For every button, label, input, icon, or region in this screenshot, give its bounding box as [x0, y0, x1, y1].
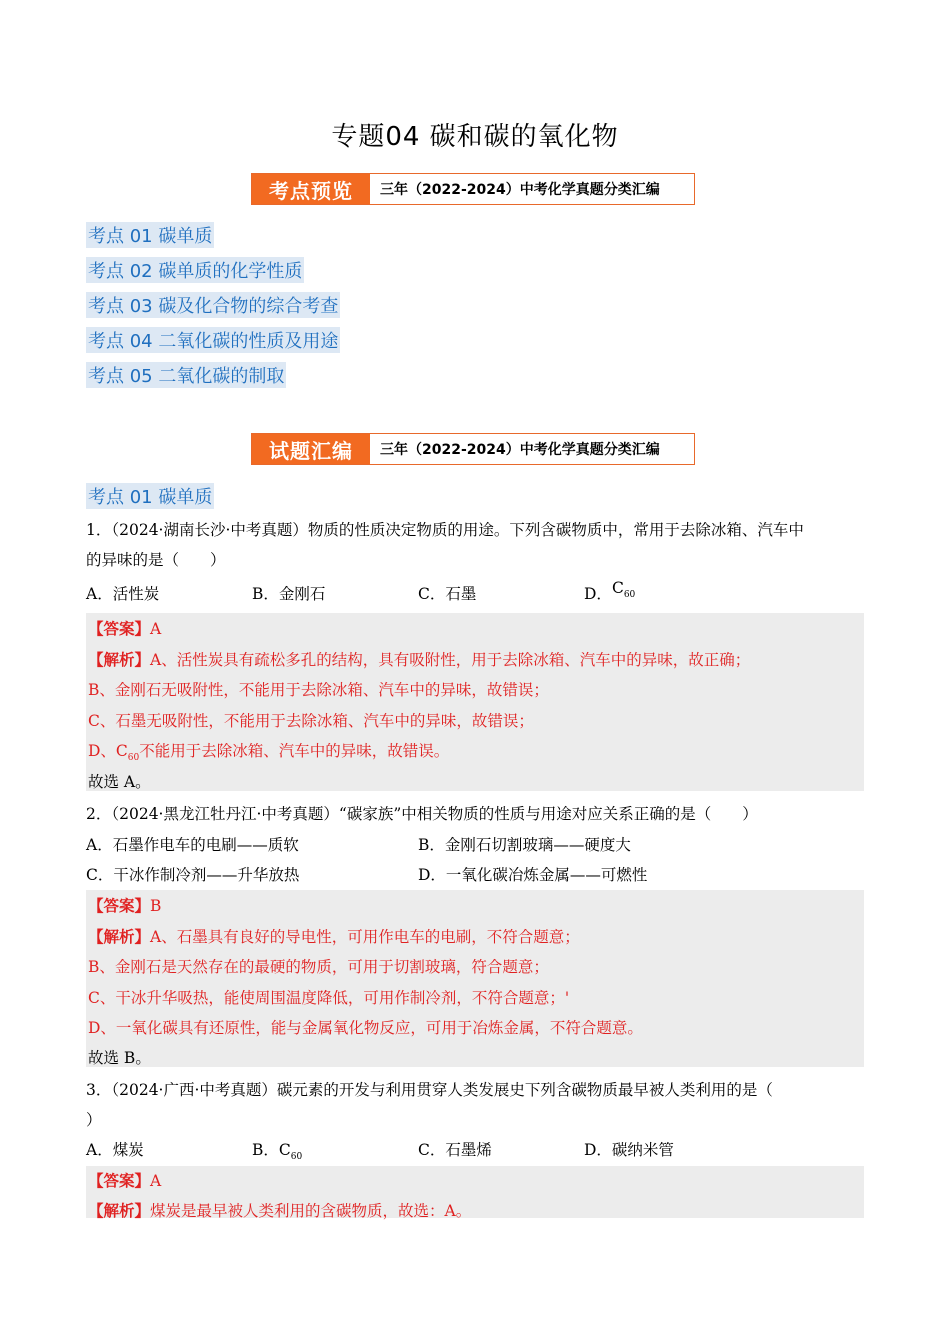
q3-option-d: D．碳纳米管 [584, 1141, 674, 1159]
expl-formula-sub: 60 [127, 753, 140, 764]
q1-conclusion: 故选 A。 [88, 773, 151, 791]
answer-value: A [150, 1172, 162, 1190]
q1-option-d-sub: 60 [623, 590, 636, 601]
q1-option-d-label: D． [584, 585, 612, 603]
expl-text: A、石墨具有良好的导电性，可用作电车的电刷，不符合题意； [150, 928, 580, 946]
q3-answer-box [86, 1166, 864, 1218]
q1-expl-c: C、石墨无吸附性，不能用于去除冰箱、汽车中的异味，故错误； [88, 712, 534, 730]
q2-expl-b: B、金刚石是天然存在的最硬的物质，可用于切割玻璃，符合题意； [88, 958, 549, 976]
q3-option-c: C．石墨烯 [418, 1141, 492, 1159]
q2-stem: 2．（2024·黑龙江牡丹江·中考真题）“碳家族”中相关物质的性质与用途对应关系正确的是（ ） [86, 805, 758, 823]
answer-key: 【答案】 [88, 1171, 151, 1190]
q1-expl-b: B、金刚石无吸附性，不能用于去除冰箱、汽车中的异味，故错误； [88, 681, 549, 699]
q3-answer [88, 1169, 161, 1191]
q1-expl-a [88, 648, 750, 670]
explanation-key: 【解析】 [88, 650, 151, 669]
answer-value: B [150, 897, 162, 915]
q2-expl-a [88, 925, 580, 947]
q1-option-d [584, 579, 636, 606]
toc-link-4[interactable]: 考点 04 二氧化碳的性质及用途 [86, 327, 340, 353]
explanation-key: 【解析】 [88, 927, 151, 946]
q3-option-a: A．煤炭 [86, 1141, 144, 1159]
q1-option-b: B．金刚石 [252, 585, 326, 603]
q3-stem-line2: ） [86, 1111, 102, 1129]
toc-link-2[interactable]: 考点 02 碳单质的化学性质 [86, 257, 304, 283]
banner-subtitle: 三年（2022-2024）中考化学真题分类汇编 [380, 442, 660, 458]
toc-link-5[interactable]: 考点 05 二氧化碳的制取 [86, 362, 286, 388]
q3-option-b [252, 1138, 302, 1162]
q2-option-b: B．金刚石切割玻璃——硬度大 [418, 836, 631, 854]
expl-formula: D、C [88, 742, 128, 760]
q2-conclusion: 故选 B。 [88, 1049, 151, 1067]
page-title: 专题04 碳和碳的氧化物 [331, 122, 619, 152]
explanation-key: 【解析】 [88, 1201, 151, 1220]
q1-option-d-formula: C [611, 579, 624, 597]
q1-stem-line2: 的异味的是（ ） [86, 551, 226, 569]
q2-option-a: A．石墨作电车的电刷——质软 [86, 836, 299, 854]
q2-option-d: D．一氧化碳冶炼金属——可燃性 [418, 866, 648, 884]
answer-value: A [150, 620, 162, 638]
banner-tag: 考点预览 [252, 174, 370, 204]
q2-option-c: C．干冰作制冷剂——升华放热 [86, 866, 300, 884]
q3-option-b-label: B．C [252, 1141, 291, 1159]
answer-key: 【答案】 [88, 619, 151, 638]
section-heading: 考点 01 碳单质 [86, 483, 214, 509]
q1-option-c: C．石墨 [418, 585, 477, 603]
toc-link-1[interactable]: 考点 01 碳单质 [86, 222, 214, 248]
q2-expl-c: C、干冰升华吸热，能使周围温度降低，可用作制冷剂，不符合题意；' [88, 989, 570, 1007]
q1-expl-d [88, 739, 449, 763]
toc-link-3[interactable]: 考点 03 碳及化合物的综合考查 [86, 292, 340, 318]
q2-expl-d: D、一氧化碳具有还原性，能与金属氧化物反应，可用于冶炼金属，不符合题意。 [88, 1019, 643, 1037]
q1-answer-box [86, 613, 864, 791]
questions-banner [251, 433, 695, 465]
q3-stem-line1: 3．（2024·广西·中考真题）碳元素的开发与利用贯穿人类发展史下列含碳物质最早被人类利用的是（ [86, 1081, 773, 1099]
q3-option-b-sub: 60 [290, 1152, 303, 1163]
q1-answer [88, 617, 161, 639]
q1-option-a: A．活性炭 [86, 585, 160, 603]
banner-subtitle: 三年（2022-2024）中考化学真题分类汇编 [380, 182, 660, 198]
expl-text: A、活性炭具有疏松多孔的结构，具有吸附性，用于去除冰箱、汽车中的异味，故正确； [150, 651, 751, 669]
q2-answer [88, 894, 161, 916]
q3-expl [88, 1199, 471, 1221]
expl-text: 不能用于去除冰箱、汽车中的异味，故错误。 [139, 742, 450, 760]
q1-stem-line1: 1．（2024·湖南长沙·中考真题）物质的性质决定物质的用途。下列含碳物质中，常用于去除冰箱、汽车中 [86, 521, 804, 539]
banner-tag: 试题汇编 [252, 434, 370, 464]
q2-answer-box [86, 890, 864, 1067]
expl-text: 煤炭是最早被人类利用的含碳物质，故选：A。 [150, 1202, 472, 1220]
preview-banner [251, 173, 695, 205]
answer-key: 【答案】 [88, 896, 151, 915]
